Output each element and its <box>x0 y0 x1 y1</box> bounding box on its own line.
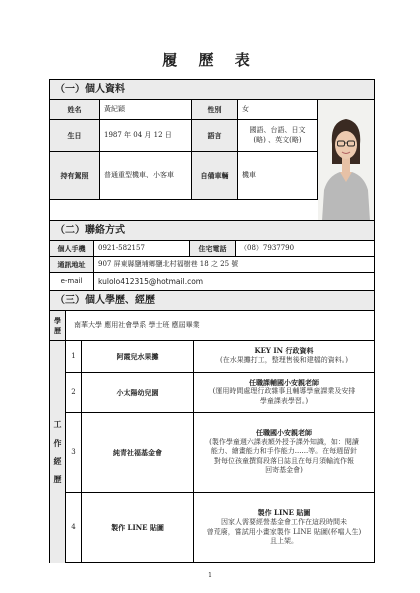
birthday-value: 1987 年 04 月 12 日 <box>100 120 192 152</box>
work-label-char-1: 工 <box>53 419 62 430</box>
gender-label: 性別 <box>192 100 238 120</box>
education-label-top: 學 <box>54 316 61 326</box>
home-phone-value: （08）7937790 <box>236 241 374 257</box>
address-value: 907 屏東縣鹽埔鄉鹽北村福樹巷 18 之 25 號 <box>94 257 374 273</box>
work-item-1-number: 1 <box>66 341 82 373</box>
section-contact-header: （二）聯絡方式 <box>50 221 374 241</box>
language-label: 語言 <box>192 120 238 152</box>
work-item-4-desc-1: 因家人需要經營基金會工作在這段時間未 <box>221 518 347 527</box>
license-value: 普通重型機車、小客車 <box>100 152 192 200</box>
work-item-2-org: 小太陽幼兒園 <box>82 373 194 413</box>
work-item-1-title: KEY IN 行政資料 <box>254 346 314 356</box>
work-item-3-title: 任職國小安親老師 <box>256 428 312 438</box>
gender-value: 女 <box>238 100 318 120</box>
vehicle-label: 自備車輛 <box>192 152 238 200</box>
education-value: 南華大學 應用社會學系 學士班 應屆畢業 <box>66 311 374 341</box>
home-phone-label: 住宅電話 <box>190 241 236 257</box>
work-item-3-org: 純青社福基金會 <box>82 413 194 493</box>
education-label-bottom: 歷 <box>54 325 61 335</box>
work-item-4-number: 4 <box>66 493 82 563</box>
work-label-char-4: 歷 <box>53 474 62 485</box>
education-label <box>50 311 66 341</box>
birthday-label: 生日 <box>50 120 100 152</box>
section-personal-header: （一）個人資料 <box>50 80 374 100</box>
person-portrait-icon <box>318 100 374 221</box>
work-item-2-title: 任職課輔國小安親老師 <box>249 377 319 387</box>
address-label: 通訊地址 <box>50 257 94 273</box>
work-item-4-desc-3: 且上架。 <box>270 537 298 546</box>
language-value <box>238 120 318 152</box>
work-item-2-desc-2: 學童課表學習。) <box>259 396 309 405</box>
work-label <box>50 341 66 563</box>
page-number: 1 <box>208 572 212 579</box>
resume-form <box>49 79 375 563</box>
name-label: 姓名 <box>50 100 100 120</box>
profile-photo <box>318 100 374 221</box>
work-item-2-desc-1: (運用時間處理行政雜事且輔導學童課業及安排 <box>212 387 356 396</box>
section-education-header: （三）個人學歷、經歷 <box>50 291 374 311</box>
work-item-1-desc-1: (在水果攤打工，整理售後和建檔的資料。) <box>220 356 348 365</box>
blank-row <box>50 200 318 221</box>
work-item-4-desc-2: 曾荒廢，嘗試用小畫家製作 LINE 貼圖(杯噹人生) <box>206 527 362 536</box>
name-value: 黃紀穎 <box>100 100 192 120</box>
work-item-3-desc-2: 能力、繪畫能力和手作能力......等。在每週留針 <box>210 447 358 456</box>
email-value: kulolo412315@hotmail.com <box>94 273 374 291</box>
vehicle-value: 機車 <box>238 152 318 200</box>
mobile-value: 0921-582157 <box>94 241 190 257</box>
work-label-char-3: 經 <box>53 456 62 466</box>
work-item-1-org: 阿霞兒水果攤 <box>82 341 194 373</box>
work-item-1-detail <box>194 341 374 373</box>
license-label: 持有駕照 <box>50 152 100 200</box>
work-item-3-number: 3 <box>66 413 82 493</box>
mobile-label: 個人手機 <box>50 241 94 257</box>
language-value-line1: 國語、台語、日文 <box>249 126 306 135</box>
work-item-3-desc-3: 對每位孩童撰寫段落日誌且在每月須輸流作報 <box>214 456 354 465</box>
email-label: e-mail <box>50 273 94 291</box>
work-item-2-detail <box>194 373 374 413</box>
language-value-line2: (略) 、英文(略) <box>253 135 302 144</box>
page-title: 履 歷 表 <box>162 51 258 69</box>
work-label-char-2: 作 <box>53 437 62 448</box>
work-item-3-desc-4: 回寄基金會) <box>265 466 303 475</box>
work-item-3-desc-1: (製作學童週六課表額外授予課外知識，如：閱讀 <box>209 438 359 446</box>
work-item-2-number: 2 <box>66 373 82 413</box>
work-item-4-detail <box>194 493 374 563</box>
work-item-4-title: 製作 LINE 貼圖 <box>257 508 311 518</box>
work-item-4-org: 製作 LINE 貼圖 <box>82 493 194 563</box>
work-item-3-detail <box>194 413 374 493</box>
